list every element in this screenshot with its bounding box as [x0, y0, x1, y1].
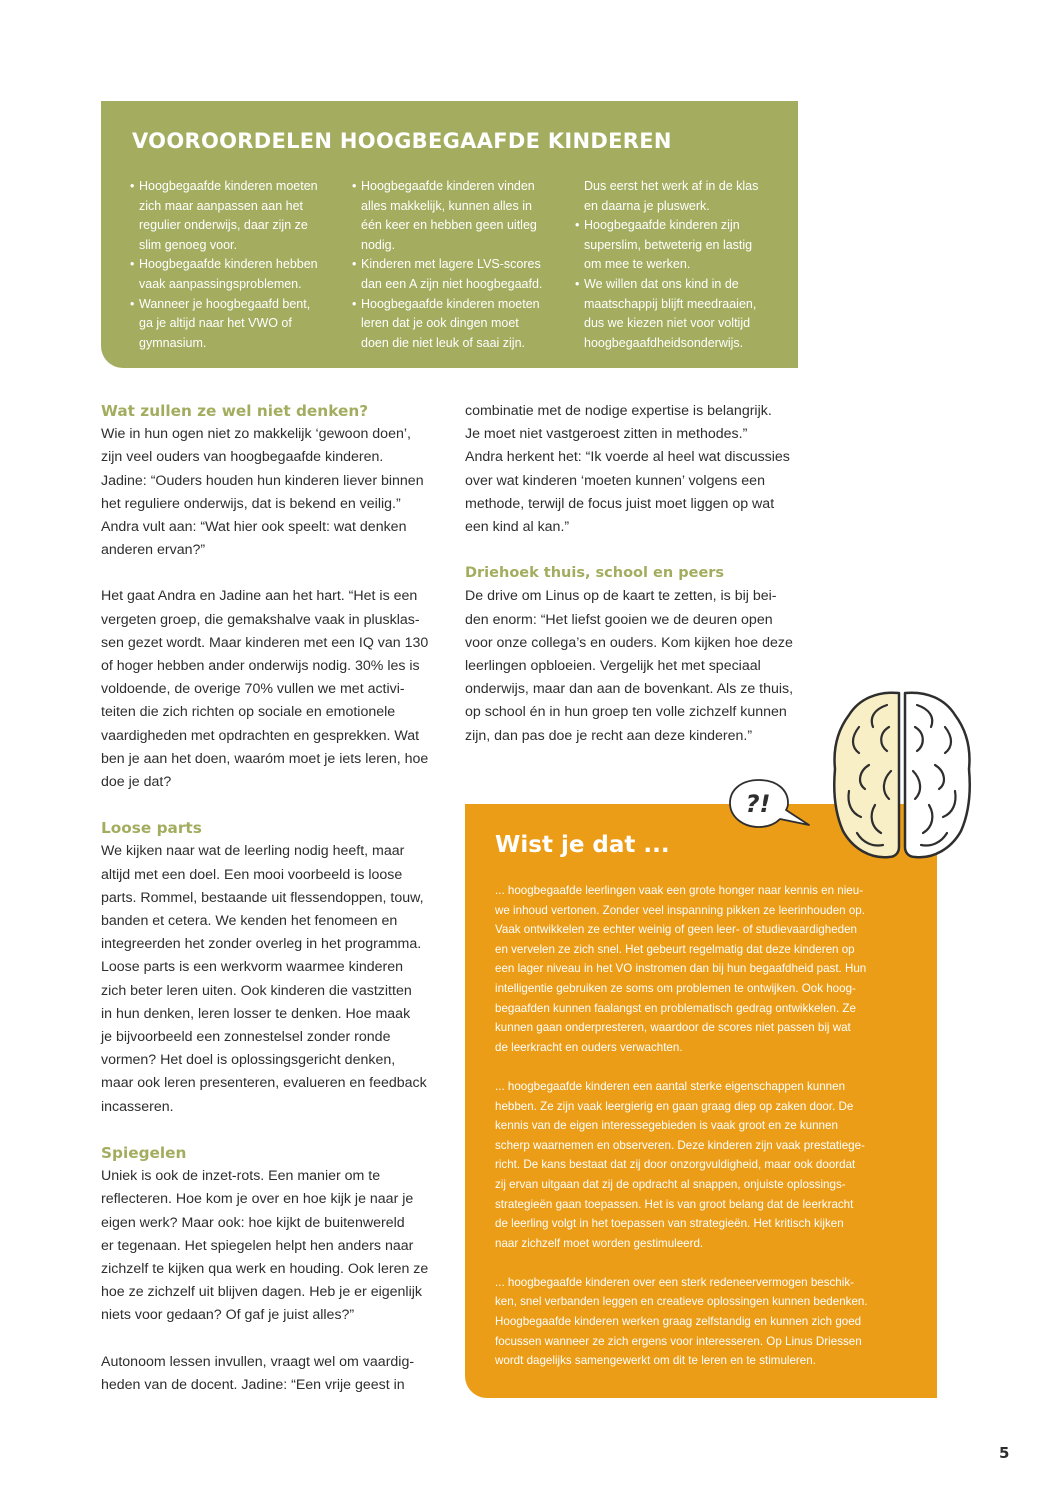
text-line: integreerden het zonder overleg in het programma. [101, 936, 422, 953]
did-you-know-title: Wist je dat ... [495, 832, 670, 858]
bullet-marker: • [352, 296, 357, 311]
did-you-know-paragraph [495, 1077, 915, 1253]
bullet-marker: • [575, 218, 580, 233]
text-line: strategieën gaan toepassen. Het is van groot belang dat de leerkracht [495, 1197, 854, 1211]
text-line: Autonoom lessen invullen, vraagt wel om vaardig- [101, 1353, 415, 1370]
text-line: methode, terwijl de focus juist moet liggen op wat [465, 495, 775, 512]
text-line: scherp waarnemen en observeren. Deze kinderen zijn vaak prestatiege- [495, 1138, 865, 1152]
text-line: Het gaat Andra en Jadine aan het hart. “Het is een [101, 588, 418, 605]
text-line: sen gezet wordt. Maar kinderen met een IQ van 130 [101, 634, 429, 651]
did-you-know-box [465, 804, 937, 1398]
text-line: hebben. Ze zijn vaak leergierig en gaan graag diep op zaken door. De [495, 1099, 854, 1113]
text-line: zich beter leren uiten. Ook kinderen die vastzitten [101, 982, 412, 999]
prejudice-line: doen die niet leuk of saai zijn. [361, 335, 525, 350]
prejudice-item [575, 177, 780, 216]
paragraph [101, 585, 439, 794]
paragraph [465, 400, 803, 539]
prejudice-item [130, 177, 335, 255]
prejudice-line: nodig. [361, 237, 396, 252]
text-line: de leerkracht en ouders verwachten. [495, 1040, 683, 1054]
text-line: voor onze collega’s en ouders. Kom kijken hoe deze [465, 634, 793, 651]
prejudice-line: regulier onderwijs, daar zijn ze [139, 218, 308, 233]
prejudice-line: Wanneer je hoogbegaafd bent, [139, 296, 311, 311]
text-line: de leerling volgt in het toepassen van strategieën. Het kritisch kijken [495, 1217, 844, 1231]
text-line: of hoger hebben ander onderwijs nodig. 30% les is [101, 658, 420, 675]
section-heading-loose-parts: Loose parts [101, 819, 202, 838]
text-line: kunnen gaan onderpresteren, waardoor de scores niet passen bij wat [495, 1021, 851, 1035]
text-line: We kijken naar wat de leerling nodig heeft, maar [101, 843, 405, 860]
text-line: begaafden kunnen faalangst en problematisch gedrag ontwikkelen. Ze [495, 1001, 856, 1015]
prejudice-line: Hoogbegaafde kinderen zijn [584, 218, 740, 233]
text-line: er tegenaan. Het spiegelen helpt hen anders naar [101, 1237, 414, 1254]
prejudice-line: één keer en hebben geen uitleg [361, 218, 537, 233]
prejudice-line: Hoogbegaafde kinderen moeten [139, 179, 318, 193]
text-line: over wat kinderen ‘moeten kunnen’ volgens een [465, 472, 765, 489]
text-line: een kind al kan.” [465, 519, 570, 536]
text-line: parts. Rommel, bestaande uit flessendoppen, touw, [101, 889, 424, 906]
text-line: niets voor gedaan? Of gaf je juist alles?” [101, 1307, 355, 1324]
text-line: ben je aan het doen, waaróm moet je iets leren, hoe [101, 750, 429, 767]
prejudice-item [575, 216, 780, 275]
paragraph [101, 1351, 439, 1397]
prejudice-line: We willen dat ons kind in de [584, 276, 739, 291]
text-line: je bijvoorbeeld een zonnestelsel zonder ronde [101, 1029, 391, 1046]
text-line: vormen? Het doel is oplossingsgericht denken, [101, 1052, 396, 1069]
paragraph [465, 585, 803, 747]
prejudice-line: ga je altijd naar het VWO of [139, 316, 292, 331]
bullet-marker: • [130, 179, 135, 193]
bullet-marker: • [130, 296, 135, 311]
text-line: incasseren. [101, 1098, 174, 1115]
text-line: ... hoogbegaafde kinderen over een sterk redeneervermogen beschik- [495, 1275, 854, 1289]
text-line: richt. De kans bestaat dat zij door onzorgvuldigheid, maar ook doordat [495, 1158, 856, 1172]
prejudices-column-3 [575, 177, 780, 353]
prejudice-item [352, 255, 557, 294]
text-line: in hun denken, leren losser te denken. Hoe maak [101, 1005, 411, 1022]
prejudice-line: hoogbegaafdheidsonderwijs. [584, 335, 744, 350]
prejudice-line: Dus eerst het werk af in de klas [584, 179, 759, 193]
prejudice-line: om mee te werken. [584, 257, 691, 272]
brain-illustration [829, 687, 975, 863]
prejudice-line: slim genoeg voor. [139, 237, 237, 252]
text-line: teiten die zich richten op sociale en emotionele [101, 704, 396, 721]
text-line: eigen werk? Maar ook: hoe kijkt de buitenwereld [101, 1214, 405, 1231]
prejudice-line: maatschappij blijft meedraaien, [584, 296, 757, 311]
text-line: naar zichzelf moet worden gestimuleerd. [495, 1236, 704, 1250]
text-line: heden van de docent. Jadine: “Een vrije geest in [101, 1376, 405, 1393]
text-line: reflecteren. Hoe kom je over en hoe kijk je naar je [101, 1191, 414, 1208]
prejudice-item [130, 295, 335, 354]
prejudices-box [101, 101, 798, 368]
prejudice-line: dan een A zijn niet hoogbegaafd. [361, 276, 543, 291]
text-line: doe je dat? [101, 774, 172, 791]
text-line: zijn veel ouders van hoogbegaafde kinderen. [101, 449, 384, 466]
text-line: anderen ervan?” [101, 542, 206, 559]
text-line: het reguliere onderwijs, dat is bekend en veilig.” [101, 495, 401, 512]
bullet-marker: • [352, 257, 357, 272]
section-heading-driehoek: Driehoek thuis, school en peers [465, 565, 725, 582]
prejudice-item [575, 275, 780, 353]
text-line: Andra herkent het: “Ik voerde al heel wat discussies [465, 449, 790, 466]
text-line: intelligentie gebruiken ze soms om problemen te ontwijken. Ook hoog- [495, 981, 856, 995]
prejudice-line: Hoogbegaafde kinderen hebben [139, 257, 318, 272]
article-left-column [101, 400, 439, 1397]
bullet-marker: • [575, 276, 580, 291]
article-right-column [465, 400, 803, 748]
text-line: een lager niveau in het VO instromen dan bij hun begaafdheid past. Hun [495, 962, 867, 976]
prejudices-column-1 [130, 177, 335, 353]
did-you-know-body [495, 881, 915, 1390]
prejudice-line: leren dat je ook dingen moet [361, 316, 519, 331]
text-line: leerlingen opbloeien. Vergelijk het met speciaal [465, 658, 761, 675]
prejudice-line: dus we kiezen niet voor voltijd [584, 316, 751, 331]
bullet-marker: • [352, 179, 357, 193]
prejudices-title: VOOROORDELEN HOOGBEGAAFDE KINDEREN [132, 129, 672, 153]
text-line: zijn, dan pas doe je recht aan deze kinderen.” [465, 727, 753, 744]
text-line: we inhoud vertonen. Zonder veel inspanning pikken ze leerinhouden op. [495, 903, 865, 917]
text-line: wordt dagelijks samengewerkt om dit te leren en te stimuleren. [495, 1354, 816, 1368]
text-line: hoe ze zichzelf uit blijven dagen. Heb je er eigenlijk [101, 1284, 422, 1301]
prejudice-line: gymnasium. [139, 335, 207, 350]
text-line: Je moet niet vastgeroest zitten in methodes.” [465, 426, 748, 443]
prejudice-line: vaak aanpassingsproblemen. [139, 276, 302, 291]
section-heading-wat-zullen: Wat zullen ze wel niet denken? [101, 402, 369, 420]
text-line: Vaak ontwikkelen ze echter weinig of geen leer- of studievaardigheden [495, 923, 857, 937]
prejudice-line: Kinderen met lagere LVS-scores [361, 257, 541, 272]
bullet-marker: • [130, 257, 135, 272]
text-line: ... hoogbegaafde leerlingen vaak een grote honger naar kennis en nieu- [495, 884, 864, 897]
text-line: onderwijs, maar dan aan de bovenkant. Als ze thuis, [465, 681, 794, 698]
did-you-know-paragraph [495, 1273, 915, 1371]
text-line: zij ervan uitgaan dat zij de opdracht al snappen, onjuiste oplossings- [495, 1177, 846, 1191]
text-line: kennis van de eigen interessegebieden is vaak groot en ze kunnen [495, 1119, 838, 1133]
did-you-know-paragraph [495, 881, 915, 1057]
prejudice-line: Hoogbegaafde kinderen vinden [361, 179, 535, 193]
prejudices-column-2 [352, 177, 557, 353]
text-line: Wie in hun ogen niet zo makkelijk ‘gewoon doen’, [101, 426, 411, 443]
prejudice-item [130, 255, 335, 294]
text-line: den enorm: “Het liefst gooien we de deuren open [465, 611, 773, 628]
prejudice-line: Hoogbegaafde kinderen moeten [361, 296, 540, 311]
bubble-text: ?! [745, 790, 771, 818]
text-line: zichzelf te kijken qua werk en houding. Ook leren ze [101, 1260, 429, 1277]
prejudice-item [352, 177, 557, 255]
text-line: ... hoogbegaafde kinderen een aantal sterke eigenschappen kunnen [495, 1079, 846, 1093]
prejudice-line: en daarna je pluswerk. [584, 198, 710, 213]
text-line: op school én in hun groep ten volle zichzelf kunnen [465, 704, 787, 721]
prejudice-line: zich maar aanpassen aan het [139, 198, 303, 213]
text-line: vaardigheden met opdrachten en gesprekken. Wat [101, 727, 420, 744]
text-line: en vervelen ze zich snel. Het gebeurt regelmatig dat deze kinderen op [495, 942, 855, 956]
speech-bubble-icon [726, 775, 812, 833]
prejudice-item [352, 295, 557, 354]
text-line: combinatie met de nodige expertise is belangrijk. [465, 403, 772, 419]
text-line: focussen wanneer ze zich ergens voor interesseren. Op Linus Driessen [495, 1334, 862, 1348]
text-line: maar ook leren presenteren, evalueren en feedback [101, 1075, 427, 1092]
section-heading-spiegelen: Spiegelen [101, 1143, 187, 1162]
prejudice-line: superslim, betweterig en lastig [584, 237, 753, 252]
paragraph [101, 423, 439, 562]
text-line: Uniek is ook de inzet-rots. Een manier om te [101, 1168, 381, 1185]
text-line: altijd met een doel. Een mooi voorbeeld is loose [101, 866, 403, 883]
prejudice-line: alles makkelijk, kunnen alles in [361, 198, 532, 213]
text-line: Hoogbegaafde kinderen werken graag zelfstandig en kunnen zich goed [495, 1315, 862, 1329]
text-line: Andra vult aan: “Wat hier ook speelt: wat denken [101, 519, 407, 536]
text-line: ken, snel verbanden leggen en creatieve oplossingen kunnen bedenken. [495, 1295, 868, 1309]
paragraph [101, 840, 439, 1118]
text-line: voldoende, de overige 70% vullen we met activi- [101, 681, 405, 698]
text-line: vergeten groep, die gemakshalve vaak in plusklas- [101, 611, 420, 628]
text-line: Loose parts is een werkvorm waarmee kinderen [101, 959, 404, 976]
text-line: banden et cetera. We kenden het fenomeen en [101, 913, 398, 930]
page-number: 5 [999, 1444, 1010, 1462]
text-line: De drive om Linus op de kaart te zetten, is bij bei- [465, 588, 777, 605]
text-line: Jadine: “Ouders houden hun kinderen liever binnen [101, 472, 424, 489]
paragraph [101, 1165, 439, 1327]
